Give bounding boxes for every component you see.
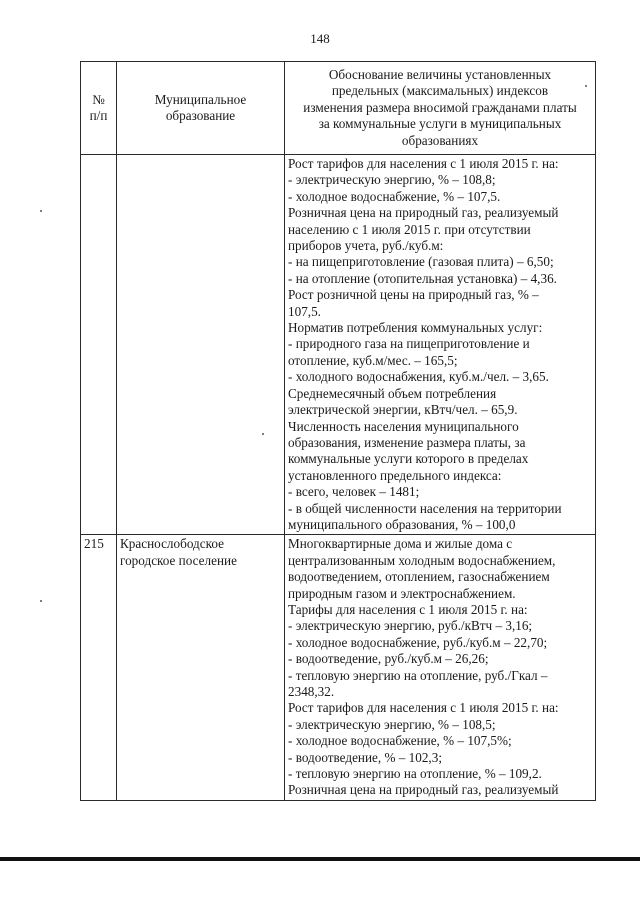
row-number: 215 xyxy=(81,535,117,801)
table-header-row xyxy=(81,62,596,155)
scan-speck xyxy=(262,433,264,435)
text-line: - холодного водоснабжения, куб.м./чел. – 3,65. xyxy=(288,369,549,385)
header-justification xyxy=(285,62,596,155)
text-line: - тепловую энергию на отопление, % – 109,2. xyxy=(288,766,542,782)
text-line: - электрическую энергию, руб./кВтч – 3,16; xyxy=(288,618,533,634)
header-justification-line: предельных (максимальных) индексов xyxy=(331,83,549,99)
text-line: - водоотведение, % – 102,3; xyxy=(288,749,442,765)
text-line: - на отопление (отопительная установка) – 4,36. xyxy=(288,270,557,286)
municipality-line: Краснослободское xyxy=(120,536,224,552)
text-line: водоотведением, отоплением, газоснабжением xyxy=(288,569,550,585)
text-line: - холодное водоснабжение, % – 107,5%; xyxy=(288,733,512,749)
header-justification-line: изменения размера вносимой гражданами платы xyxy=(303,99,577,115)
header-justification-line: Обоснование величины установленных xyxy=(328,66,552,82)
bottom-rule xyxy=(0,857,640,861)
table-row xyxy=(81,535,596,801)
text-line: - тепловую энергию на отопление, руб./Гкал – xyxy=(288,667,548,683)
text-line: коммунальные услуги которого в пределах xyxy=(288,451,529,467)
text-line: Тарифы для населения с 1 июля 2015 г. на: xyxy=(288,601,528,617)
text-line: отопление, куб.м/мес. – 165,5; xyxy=(288,352,458,368)
text-line: 107,5. xyxy=(288,303,321,319)
text-line: Норматив потребления коммунальных услуг: xyxy=(288,320,543,336)
text-line: Рост тарифов для населения с 1 июля 2015 г. на: xyxy=(288,156,559,171)
text-line: Рост розничной цены на природный газ, % – xyxy=(288,287,539,303)
text-line: - холодное водоснабжение, % – 107,5. xyxy=(288,188,501,204)
municipality-line: городское поселение xyxy=(120,552,237,568)
text-line: установленного предельного индекса: xyxy=(288,467,502,483)
row-number xyxy=(81,155,117,535)
table-row xyxy=(81,155,596,535)
scan-speck xyxy=(40,600,42,602)
header-number xyxy=(81,62,117,155)
text-line: муниципального образования, % – 100,0 xyxy=(288,516,516,532)
text-line: - электрическую энергию, % – 108,5; xyxy=(288,716,496,732)
text-line: централизованным холодным водоснабжением, xyxy=(288,552,556,568)
header-justification-line: образованиях xyxy=(401,132,479,148)
text-line: образования, изменение размера платы, за xyxy=(288,434,526,450)
tariff-table xyxy=(80,61,596,801)
row-justification xyxy=(285,155,596,535)
text-line: - электрическую энергию, % – 108,8; xyxy=(288,172,496,188)
text-line: - водоотведение, руб./куб.м – 26,26; xyxy=(288,651,489,667)
text-line: - холодное водоснабжение, руб./куб.м – 22,70; xyxy=(288,634,548,650)
row-municipality xyxy=(117,155,285,535)
header-municipality-line: Муниципальное xyxy=(154,91,247,107)
header-number-line: № xyxy=(92,91,105,107)
text-line: населению с 1 июля 2015 г. при отсутствии xyxy=(288,221,531,237)
text-line: - в общей численности населения на территории xyxy=(288,500,562,516)
header-municipality xyxy=(117,62,285,155)
text-line: - всего, человек – 1481; xyxy=(288,484,420,500)
text-line: 2348,32. xyxy=(288,684,335,699)
text-line: электрической энергии, кВтч/чел. – 65,9. xyxy=(288,402,518,418)
row-justification xyxy=(285,535,596,801)
header-number-line: п/п xyxy=(89,108,108,123)
scan-speck xyxy=(40,210,42,212)
text-line: Численность населения муниципального xyxy=(288,418,519,434)
text-line: Среднемесячный объем потребления xyxy=(288,385,497,401)
scan-speck xyxy=(585,85,587,87)
text-line: - природного газа на пищеприготовление и xyxy=(288,336,530,352)
header-justification-line: за коммунальные услуги в муниципальных xyxy=(318,116,562,132)
row-municipality xyxy=(117,535,285,801)
text-line: Многоквартирные дома и жилые дома с xyxy=(288,536,513,552)
header-municipality-line: образование xyxy=(165,108,236,123)
text-line: Розничная цена на природный газ, реализуемый xyxy=(288,782,559,798)
text-line: Рост тарифов для населения с 1 июля 2015 г. на: xyxy=(288,700,559,716)
text-line: - на пищеприготовление (газовая плита) – 6,50; xyxy=(288,254,554,270)
page-number: 148 xyxy=(310,31,330,46)
text-line: приборов учета, руб./куб.м: xyxy=(288,238,444,254)
text-line: Розничная цена на природный газ, реализуемый xyxy=(288,205,559,221)
text-line: природным газом и электроснабжением. xyxy=(288,585,516,601)
